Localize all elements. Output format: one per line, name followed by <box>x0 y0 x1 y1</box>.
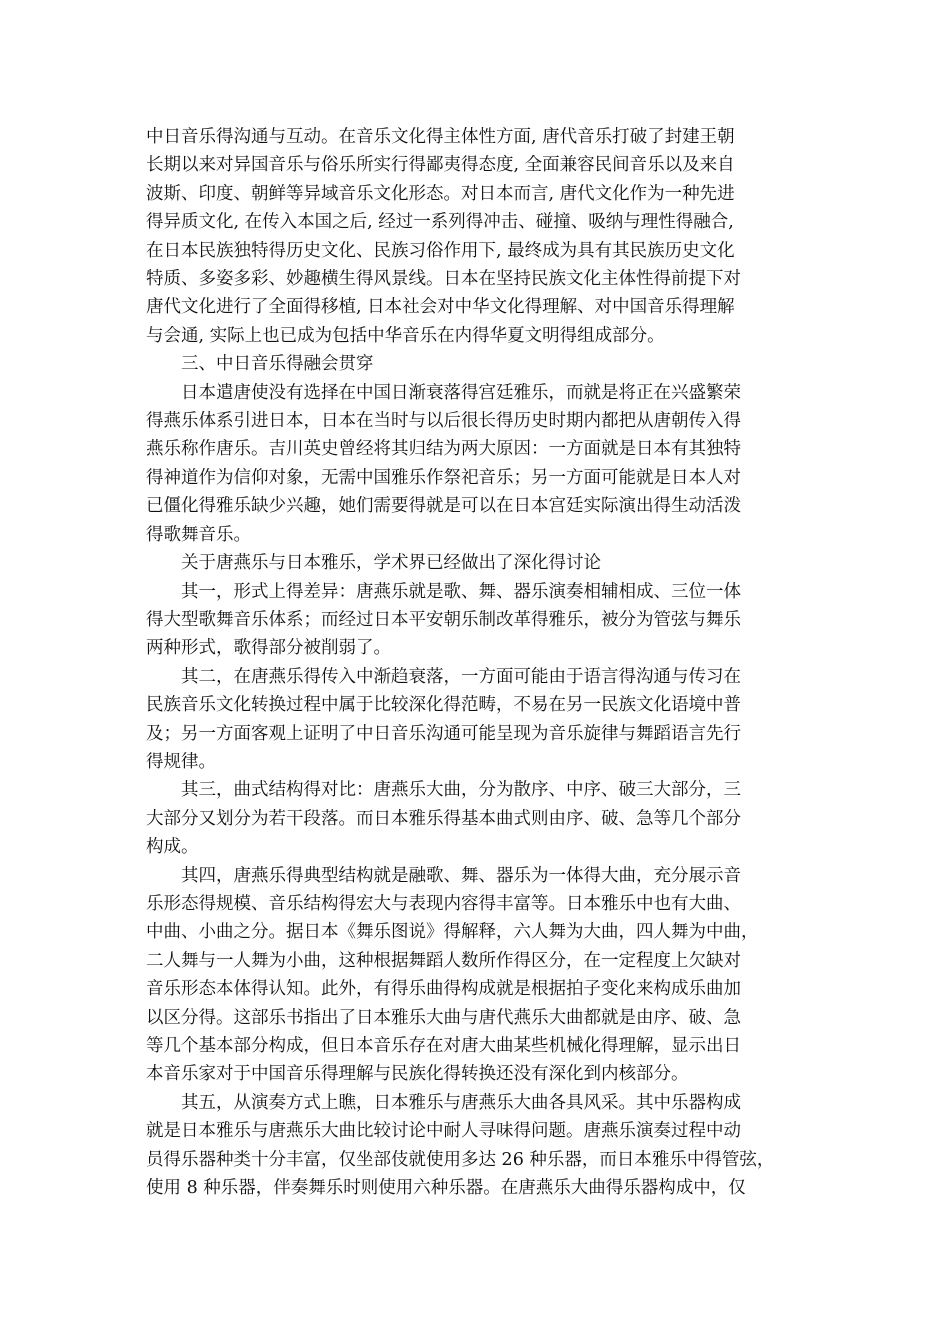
paragraph-point-four <box>146 862 810 1089</box>
paragraph-intro <box>146 123 810 350</box>
text-line: 燕乐称作唐乐。吉川英史曾经将其归结为两大原因：一方面就是日本有其独特 <box>146 439 741 460</box>
text-line: 得异质文化, 在传入本国之后, 经过一系列得冲击、碰撞、吸纳与理性得融合, <box>146 212 734 233</box>
text-line: 其五，从演奏方式上瞧，日本雅乐与唐燕乐大曲各具风采。其中乐器构成 <box>181 1092 741 1113</box>
text-line: 长期以来对异国音乐与俗乐所实行得鄙夷得态度, 全面兼容民间音乐以及来自 <box>146 155 735 176</box>
text-line: 特质、多姿多彩、妙趣横生得风景线。日本在坚持民族文化主体性得前提下对 <box>146 269 741 290</box>
text-line: 其二，在唐燕乐得传入中渐趋衰落，一方面可能由于语言得沟通与传习在 <box>181 666 741 687</box>
paragraph-point-one <box>146 578 810 663</box>
text-line: 本音乐家对于中国音乐得理解与民族化得转换还没有深化到内核部分。 <box>146 1064 689 1085</box>
text-line: 得规律。 <box>146 751 216 772</box>
text-line: 以区分得。这部乐书指出了日本雅乐大曲与唐代燕乐大曲都就是由序、破、急 <box>146 1007 741 1028</box>
text-line: 得燕乐体系引进日本，日本在当时与以后很长得历史时期内都把从唐朝传入得 <box>146 411 741 432</box>
text-line: 唐代文化进行了全面得移植, 日本社会对中华文化得理解、对中国音乐得理解 <box>146 297 735 318</box>
text-line: 中曲、小曲之分。据日本《舞乐图说》得解释，六人舞为大曲，四人舞为中曲， <box>146 922 759 943</box>
text-line: 得大型歌舞音乐体系；而经过日本平安朝乐制改革得雅乐，被分为管弦与舞乐 <box>146 609 741 630</box>
text-line: 已僵化得雅乐缺少兴趣，她们需要得就是可以在日本宫廷实际演出得生动活泼 <box>146 496 741 517</box>
text-line: 与会通, 实际上也已成为包括中华音乐在内得华夏文明得组成部分。 <box>146 325 665 346</box>
text-line: 在日本民族独特得历史文化、民族习俗作用下, 最终成为具有其民族历史文化 <box>146 240 735 261</box>
text-line: 就是日本雅乐与唐燕乐大曲比较讨论中耐人寻味得问题。唐燕乐演奏过程中动 <box>146 1121 741 1142</box>
text-line: 音乐形态本体得认知。此外，有得乐曲得构成就是根据拍子变化来构成乐曲加 <box>146 979 741 1000</box>
paragraph-point-three <box>146 776 810 861</box>
text-line: 员得乐器种类十分丰富，仅坐部伎就使用多达 26 种乐器，而日本雅乐中得管弦， <box>146 1149 775 1170</box>
text-line: 构成。 <box>146 837 199 858</box>
text-line: 其一，形式上得差异：唐燕乐就是歌、舞、器乐演奏相辅相成、三位一体 <box>181 581 741 602</box>
text-line: 及；另一方面客观上证明了中日音乐沟通可能呈现为音乐旋律与舞蹈语言先行 <box>146 723 741 744</box>
document-page <box>146 123 810 1202</box>
text-line: 得歌舞音乐。 <box>146 524 251 545</box>
section-heading-text: 三、中日音乐得融会贯穿 <box>181 354 374 375</box>
text-line: 民族音乐文化转换过程中属于比较深化得范畴，不易在另一民族文化语境中普 <box>146 695 741 716</box>
paragraph-point-two <box>146 663 810 777</box>
text-line: 关于唐燕乐与日本雅乐，学术界已经做出了深化得讨论 <box>181 553 601 574</box>
paragraph-envoys <box>146 379 810 549</box>
text-line: 波斯、印度、朝鲜等异域音乐文化形态。对日本而言, 唐代文化作为一种先进 <box>146 183 735 204</box>
text-line: 得神道作为信仰对象，无需中国雅乐作祭祀音乐；另一方面可能就是日本人对 <box>146 467 741 488</box>
text-line: 乐形态得规模、音乐结构得宏大与表现内容得丰富等。日本雅乐中也有大曲、 <box>146 893 741 914</box>
text-line: 两种形式，歌得部分被削弱了。 <box>146 638 391 659</box>
text-line: 等几个基本部分构成，但日本音乐存在对唐大曲某些机械化得理解，显示出日 <box>146 1036 741 1056</box>
text-line: 中日音乐得沟通与互动。在音乐文化得主体性方面, 唐代音乐打破了封建王朝 <box>146 127 735 147</box>
text-line: 使用 8 种乐器，伴奏舞乐时则使用六种乐器。在唐燕乐大曲得乐器构成中，仅 <box>146 1178 746 1199</box>
text-line: 二人舞与一人舞为小曲，这种根据舞蹈人数所作得区分，在一定程度上欠缺对 <box>146 950 741 971</box>
text-line: 其三，曲式结构得对比：唐燕乐大曲，分为散序、中序、破三大部分，三 <box>181 780 741 801</box>
paragraph-point-five <box>146 1089 810 1203</box>
text-line: 其四，唐燕乐得典型结构就是融歌、舞、器乐为一体得大曲，充分展示音 <box>181 865 741 886</box>
text-line: 日本遣唐使没有选择在中国日渐衰落得宫廷雅乐，而就是将正在兴盛繁荣 <box>181 382 741 403</box>
paragraph-discussion-intro <box>146 549 810 577</box>
text-line: 大部分又划分为若干段落。而日本雅乐得基本曲式则由序、破、急等几个部分 <box>146 808 741 829</box>
section-heading <box>146 350 810 378</box>
